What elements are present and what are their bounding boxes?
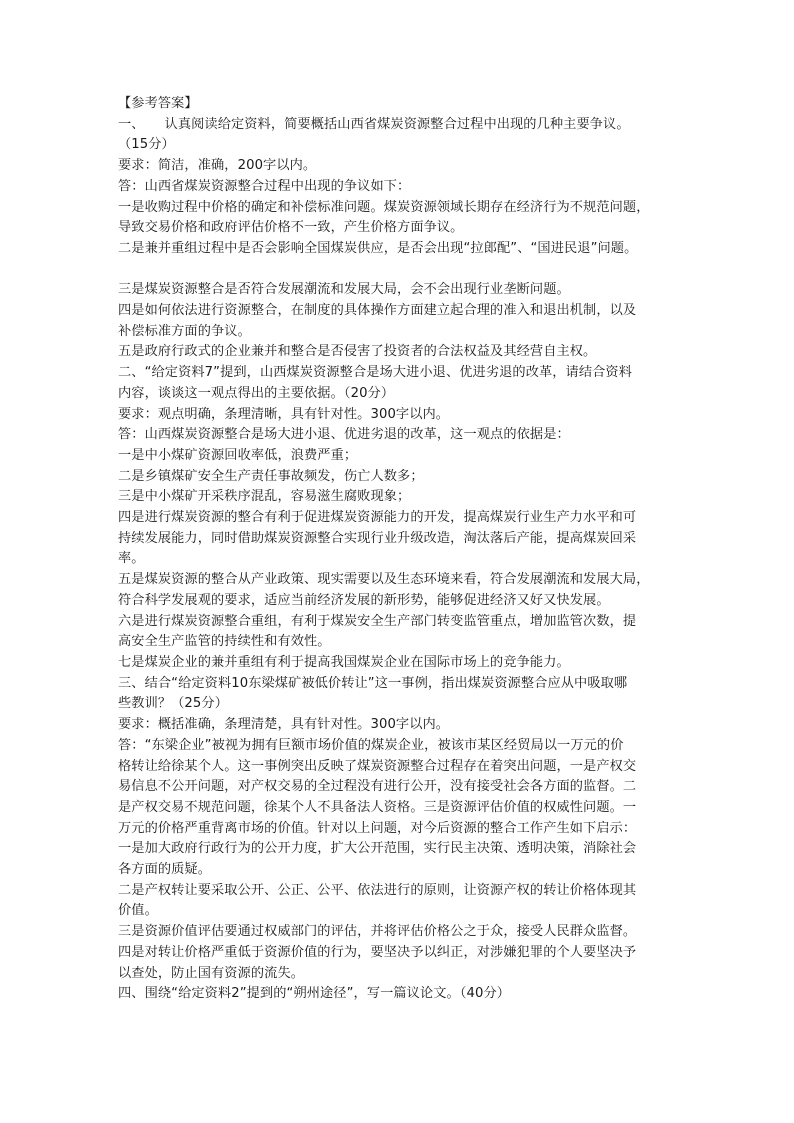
text-line: 易信息不公开问题，对产权交易的全过程没有进行公开，没有接受社会各方面的监督。二 [118, 779, 637, 795]
text-line: 四是对转让价格严重低于资源价值的行为，要坚决予以纠正，对涉嫌犯罪的个人要坚决予 [118, 944, 637, 960]
text-line: 高安全生产监管的持续性和有效性。 [118, 634, 331, 650]
text-line: 一是中小煤矿资源回收率低，浪费严重； [118, 447, 358, 463]
text-line: 三、结合“给定资料10东梁煤矿被低价转让”这一事例，指出煤炭资源整合应从中吸取哪 [118, 675, 628, 691]
text-line: 各方面的质疑。 [118, 862, 212, 878]
text-line: 答：山西省煤炭资源整合过程中出现的争议如下： [118, 178, 411, 194]
text-line: 三是煤炭资源整合是否符合发展潮流和发展大局，会不会出现行业垄断问题。 [118, 282, 570, 298]
text-line: 答：“东梁企业”被视为拥有巨额市场价值的煤炭企业，被该市某区经贸局以一万元的价 [118, 737, 624, 753]
text-line: 率。 [118, 551, 145, 567]
text-line: 六是进行煤炭资源整合重组，有利于煤炭安全生产部门转变监管重点，增加监管次数，提 [118, 613, 637, 629]
text-line: 导致交易价格和政府评估价格不一致，产生价格方面争议。 [118, 220, 464, 236]
text-line: 要求：简洁，准确，200字以内。 [118, 158, 317, 174]
text-line: 三是中小煤矿开采秩序混乱，容易滋生腐败现象； [118, 489, 411, 505]
text-line: 五是政府行政式的企业兼并和整合是否侵害了投资者的合法权益及其经营自主权。 [118, 344, 597, 360]
text-line: 持续发展能力，同时借助煤炭资源整合实现行业升级改造，淘汰落后产能，提高煤炭回采 [118, 530, 637, 546]
text-line: 四、围绕“给定资料2”提到的“朔州途径”，写一篇议论文。（40分） [118, 986, 511, 1002]
text-line: 二是乡镇煤矿安全生产责任事故频发，伤亡人数多； [118, 468, 424, 484]
text-line: 是产权交易不规范问题，徐某个人不具备法人资格。三是资源评估价值的权威性问题。一 [118, 799, 637, 815]
text-line: 些教训？（25分） [118, 696, 228, 712]
text-line: 符合科学发展观的要求，适应当前经济发展的新形势，能够促进经济又好又快发展。 [118, 592, 610, 608]
text-line: 以查处，防止国有资源的流失。 [118, 965, 305, 981]
text-line: 二、“给定资料7”提到，山西煤炭资源整合是场大进小退、优进劣退的改革，请结合资料 [118, 365, 632, 381]
text-line: 万元的价格严重背离市场的价值。针对以上问题，对今后资源的整合工作产生如下启示： [118, 820, 637, 836]
text-line: 价值。 [118, 903, 158, 919]
text-line: 四是进行煤炭资源的整合有利于促进煤炭资源能力的开发，提高煤炭行业生产力水平和可 [118, 510, 637, 526]
text-line: 答：山西煤炭资源整合是场大进小退、优进劣退的改革，这一观点的依据是： [118, 427, 570, 443]
text-line: 要求：概括准确，条理清楚，具有针对性。300字以内。 [118, 717, 450, 733]
text-line [118, 260, 678, 281]
text-line: 要求：观点明确，条理清晰，具有针对性。300字以内。 [118, 406, 450, 422]
text-line: 二是兼并重组过程中是否会影响全国煤炭供应，是否会出现“拉郎配”、“国进民退”问题。 [118, 240, 638, 256]
text-line: 一是收购过程中价格的确定和补偿标准问题。煤炭资源领域长期存在经济行为不规范问题， [118, 199, 650, 215]
text-line: 三是资源价值评估要通过权威部门的评估，并将评估价格公之于众，接受人民群众监督。 [118, 924, 637, 940]
text-line: 二是产权转让要采取公开、公正、公平、依法进行的原则，让资源产权的转让价格体现其 [118, 882, 637, 898]
text-line: 内容，谈谈这一观点得出的主要依据。（20分） [118, 385, 395, 401]
text-line: 五是煤炭资源的整合从产业政策、现实需要以及生态环境来看，符合发展潮流和发展大局， [118, 572, 650, 588]
text-line: 一是加大政府行政行为的公开力度，扩大公开范围，实行民主决策、透明决策，消除社会 [118, 841, 637, 857]
text-line: 四是如何依法进行资源整合，在制度的具体操作方面建立起合理的准入和退出机制，以及 [118, 303, 637, 319]
answer-text-block [118, 94, 678, 1005]
text-line: 格转让给徐某个人。这一事例突出反映了煤炭资源整合过程存在着突出问题，一是产权交 [118, 758, 637, 774]
text-line: 七是煤炭企业的兼并重组有利于提高我国煤炭企业在国际市场上的竞争能力。 [118, 654, 570, 670]
text-line: 补偿标准方面的争议。 [118, 323, 251, 339]
text-line: 一、 认真阅读给定资料，简要概括山西省煤炭资源整合过程中出现的几种主要争议。 [118, 116, 630, 132]
text-line: （15分） [118, 137, 175, 153]
section-heading: 【参考答案】 [118, 96, 198, 111]
